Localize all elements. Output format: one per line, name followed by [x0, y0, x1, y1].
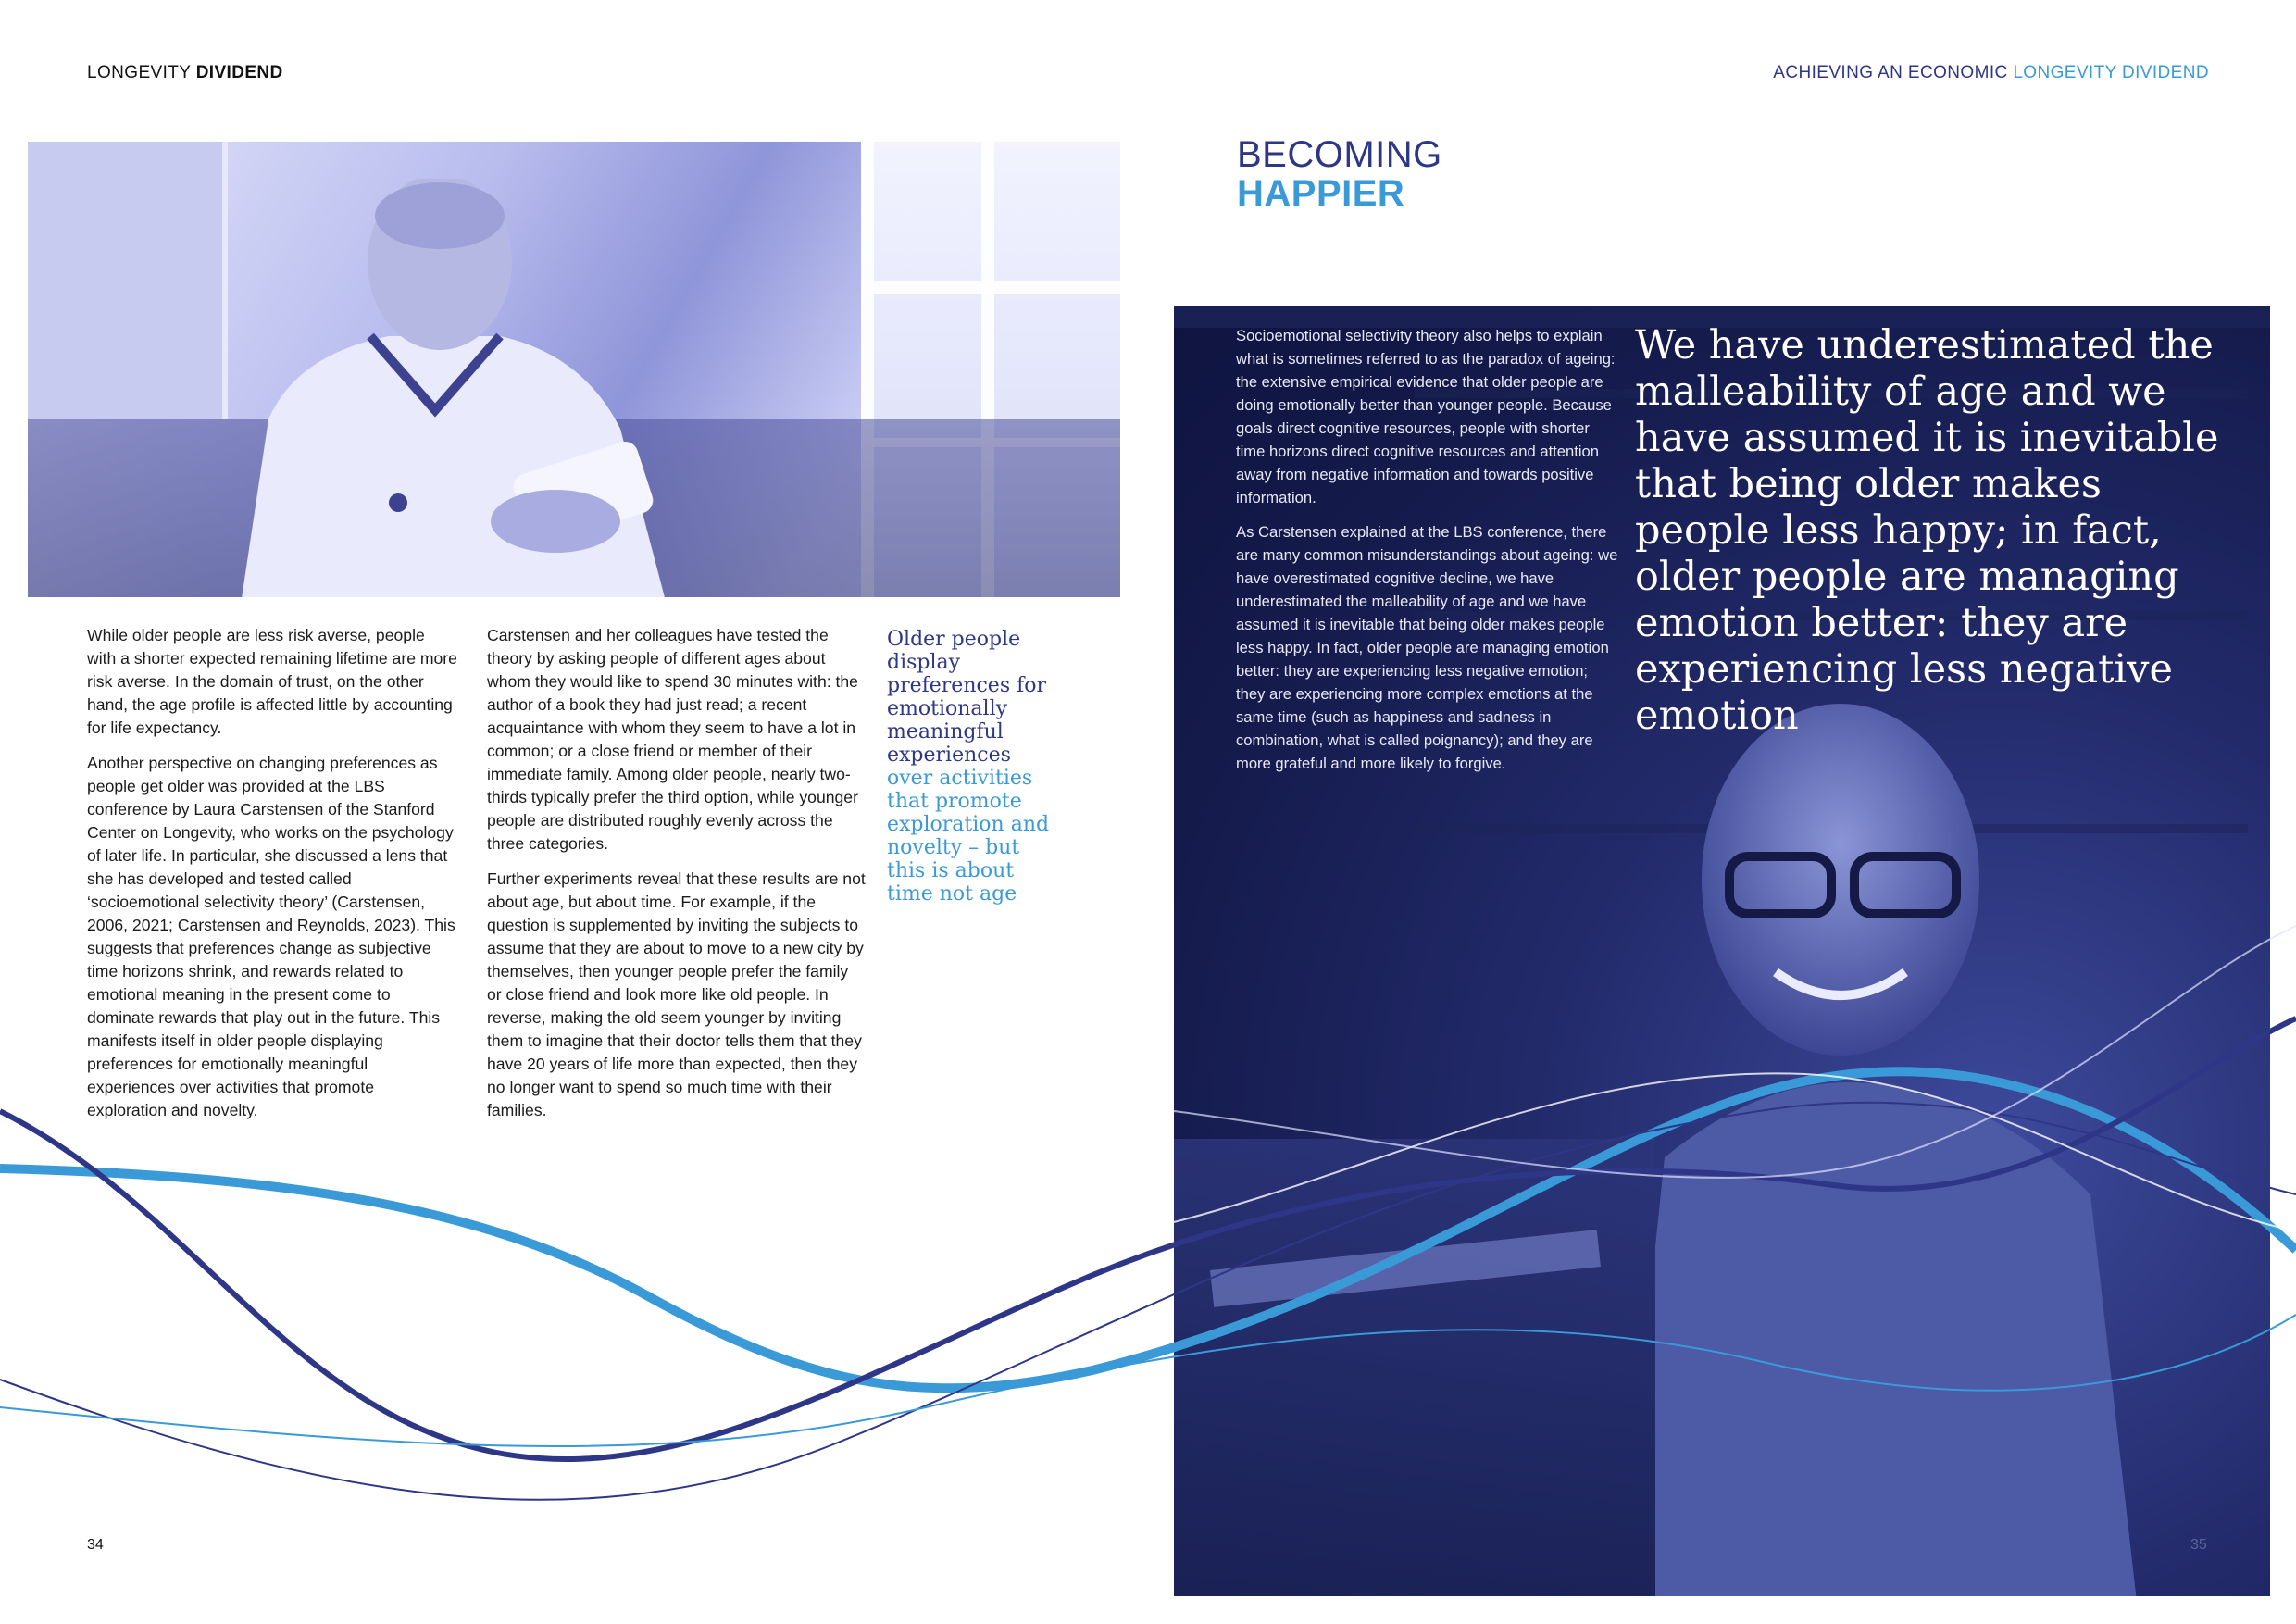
header-right-blue: LONGEVITY DIVIDEND	[2013, 63, 2209, 82]
pull-quote-navy-part: Older people display preferences for emotionally meaningful experiences	[887, 628, 1047, 767]
page-number-right: 35	[2190, 1537, 2207, 1553]
pull-quote-blue-part: over activities that promote exploration and novelty – but this is about time not age	[887, 767, 1050, 906]
heading-line-1: BECOMING	[1237, 134, 1442, 175]
pull-quote-left	[887, 628, 1063, 906]
smiling-man-figure	[1655, 639, 2137, 1596]
header-left-bold: DIVIDEND	[195, 63, 283, 82]
panel-paragraph-2: As Carstensen explained at the LBS conference, there are many common misunderstandings about ageing: we have overestimated cognitive decline, we have underestimated the malleability of age and we have assumed it is inevitable that being older makes people less happy. In fact, older people are managing emotion better: they are experiencing less negative emotion; they are experiencing more complex emotions at the same time (such as happiness and sadness in combination, what is called poignancy); and they are more grateful and more likely to forgive.	[1236, 523, 1618, 772]
body-column-2	[487, 624, 867, 1134]
body-column-1	[87, 624, 457, 1134]
heading-line-2: HAPPIER	[1237, 173, 1405, 214]
column-1-paragraph-1: While older people are less risk averse, people with a shorter expected remaining lifetime are more risk averse. In the domain of trust, on the other hand, the age profile is affected little by accounting for life expectancy.	[87, 626, 457, 737]
header-right-navy: ACHIEVING AN ECONOMIC	[1773, 63, 2014, 82]
panel-body-text	[1236, 324, 1620, 786]
photo-man-with-phone	[28, 142, 1120, 597]
page-number-left: 34	[87, 1537, 104, 1553]
panel-pull-quote: We have underestimated the malleability of age and we have assumed it is inevitable that being older makes people less happy; in fact, older people are managing emotion better: they are experiencing less negative emotion	[1635, 322, 2219, 739]
panel-paragraph-1: Socioemotional selectivity theory also helps to explain what is sometimes referred to as the paradox of ageing: the extensive empirical evidence that older people are doing emotionally better than younger people. Because goals direct cognitive resources, people with shorter time horizons direct cognitive resources and attention away from negative information and towards positive information.	[1236, 327, 1616, 506]
man-figure	[185, 179, 741, 597]
running-header-left	[87, 63, 283, 83]
section-heading	[1237, 135, 1442, 213]
running-header-right	[1773, 63, 2209, 83]
header-left-plain: LONGEVITY	[87, 63, 196, 82]
column-1-paragraph-2: Another perspective on changing preferences as people get older was provided at the LBS conference by Laura Carstensen of the Stanford Center on Longevity, who works on the psychology of later life. In particular, she discussed a lens that she has developed and tested called ‘socioemotional selectivity theory’ (Carstensen, 2006, 2021; Carstensen and Reynolds, 2023). This suggests that preferences change as subjective time horizons shrink, and rewards related to emotional meaning in the present come to dominate rewards that play out in the future. This manifests itself in older people displaying preferences for emotionally meaningful experiences over activities that promote exploration and novelty.	[87, 754, 455, 1119]
column-2-paragraph-2: Further experiments reveal that these results are not about age, but about time. For example, if the question is supplemented by inviting the subjects to assume that they are about to move to a new city by themselves, then younger people prefer the family or close friend and look more like old people. In reverse, making the old seem younger by inviting them to imagine that their doctor tells them that they have 20 years of life more than expected, then they no longer want to spend so much time with their families.	[487, 869, 866, 1119]
column-2-paragraph-1: Carstensen and her colleagues have tested the theory by asking people of different ages about whom they would like to spend 30 minutes with: the author of a book they had just read; a recent acquaintance with whom they seem to have a lot in common; or a close friend or member of their immediate family. Among older people, nearly two-thirds typically prefer the third option, while younger people are distributed roughly evenly across the three categories.	[487, 626, 858, 853]
